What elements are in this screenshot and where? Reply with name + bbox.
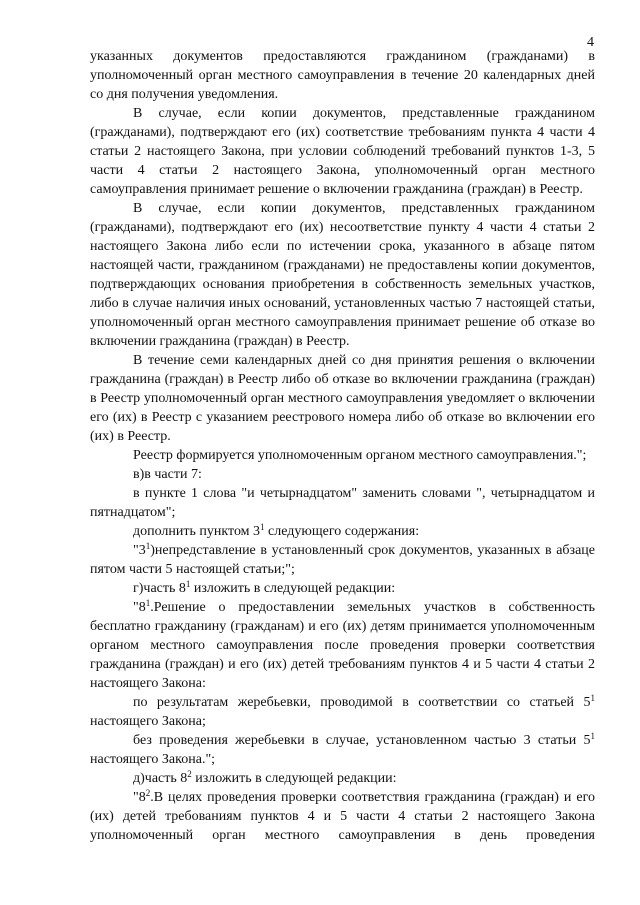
- paragraph: [90, 598, 595, 693]
- document-body: [90, 47, 595, 845]
- superscript: 1: [260, 522, 265, 532]
- text-run: В течение семи календарных дней со дня принятия решения о включении гражданина (граждан) в Реестр либо об отказе во включении гражданина (граждан) в Реестр уполномоченный орган местного самоуправления уведомляет о включении его (их) в Реестр с указанием реестрового номера либо об отказе во включении его (их) в Реестр.: [90, 353, 595, 444]
- page-number: 4: [587, 35, 594, 50]
- text-run: В случае, если копии документов, представленных гражданином (гражданами), подтверждают его (их) несоответствие пункту 4 части 4 статьи 2 настоящего Закона либо если по истечении срока, указанного в абзаце пятом настоящей части, гражданином (гражданами) не предоставлены копии документов, подтверждающих основания приобретения в собственность земельных участков, либо в случае наличия иных оснований, установленных частью 7 настоящей статьи, уполномоченный орган местного самоуправления принимает решение об отказе во включении гражданина (граждан) в Реестр.: [90, 201, 595, 349]
- superscript: 1: [590, 693, 595, 703]
- text-run: .Решение о предоставлении земельных участков в собственность бесплатно гражданину (гражданам) и его (их) детям принимается уполномоченным органом местного самоуправления после проведения проверки соответствия гражданина (граждан) и его (их) детей требованиям пунктов 4 и 5 части 4 статьи 2 настоящего Закона:: [90, 600, 595, 691]
- text-run: следующего содержания:: [264, 524, 420, 539]
- text-run: В случае, если копии документов, представленные гражданином (гражданами), подтверждают его (их) соответствие требованиям пункта 4 части 4 статьи 2 настоящего Закона, при условии соблюдений требований пунктов 1-3, 5 части 4 статьи 2 настоящего Закона, уполномоченный орган местного самоуправления принимает решение о включении гражданина (граждан) в Реестр.: [90, 106, 595, 197]
- text-run: настоящего Закона;: [90, 714, 206, 729]
- paragraph: [90, 446, 595, 465]
- text-run: по результатам жеребьевки, проводимой в соответствии со статьей 5: [133, 695, 591, 710]
- superscript: 1: [145, 598, 151, 608]
- text-run: "8: [133, 790, 146, 805]
- paragraph: [90, 693, 595, 731]
- text-run: без проведения жеребьевки в случае, установленном частью 3 статьи 5: [133, 733, 591, 748]
- superscript: 2: [187, 769, 192, 779]
- paragraph: [90, 47, 595, 104]
- superscript: 1: [145, 541, 151, 551]
- text-run: дополнить пунктом 3: [133, 524, 261, 539]
- paragraph: [90, 731, 595, 769]
- paragraph: [90, 522, 595, 541]
- text-run: настоящего Закона.";: [90, 752, 216, 767]
- text-run: изложить в следующей редакции:: [191, 771, 397, 786]
- superscript: 1: [185, 579, 191, 589]
- paragraph: [90, 788, 595, 845]
- paragraph: [90, 104, 595, 199]
- superscript: 1: [590, 731, 595, 741]
- text-run: г)часть 8: [133, 581, 186, 596]
- paragraph: [90, 541, 595, 579]
- text-run: указанных документов предоставляются гражданином (гражданами) в уполномоченный орган местного самоуправления в течение 20 календарных дней со дня получения уведомления.: [90, 49, 595, 102]
- paragraph: [90, 465, 595, 484]
- text-run: "3: [133, 543, 146, 558]
- text-run: д)часть 8: [133, 771, 188, 786]
- paragraph: [90, 769, 595, 788]
- text-run: в пункте 1 слова "и четырнадцатом" заменить словами ", четырнадцатом и пятнадцатом";: [90, 486, 595, 520]
- superscript: 2: [145, 788, 151, 798]
- paragraph: [90, 484, 595, 522]
- text-run: )непредставление в установленный срок документов, указанных в абзаце пятом части 5 настоящей статьи;";: [90, 543, 595, 577]
- text-run: в)в части 7:: [133, 467, 202, 482]
- paragraph: [90, 579, 595, 598]
- text-run: .В целях проведения проверки соответствия гражданина (граждан) и его (их) детей требованиям пунктов 4 и 5 части 4 статьи 2 настоящего Закона уполномоченный орган местного самоуправления в день проведения: [90, 790, 595, 843]
- paragraph: [90, 351, 595, 446]
- paragraph: [90, 199, 595, 351]
- text-run: "8: [133, 600, 146, 615]
- text-run: изложить в следующей редакции:: [190, 581, 396, 596]
- text-run: Реестр формируется уполномоченным органом местного самоуправления.";: [133, 448, 587, 463]
